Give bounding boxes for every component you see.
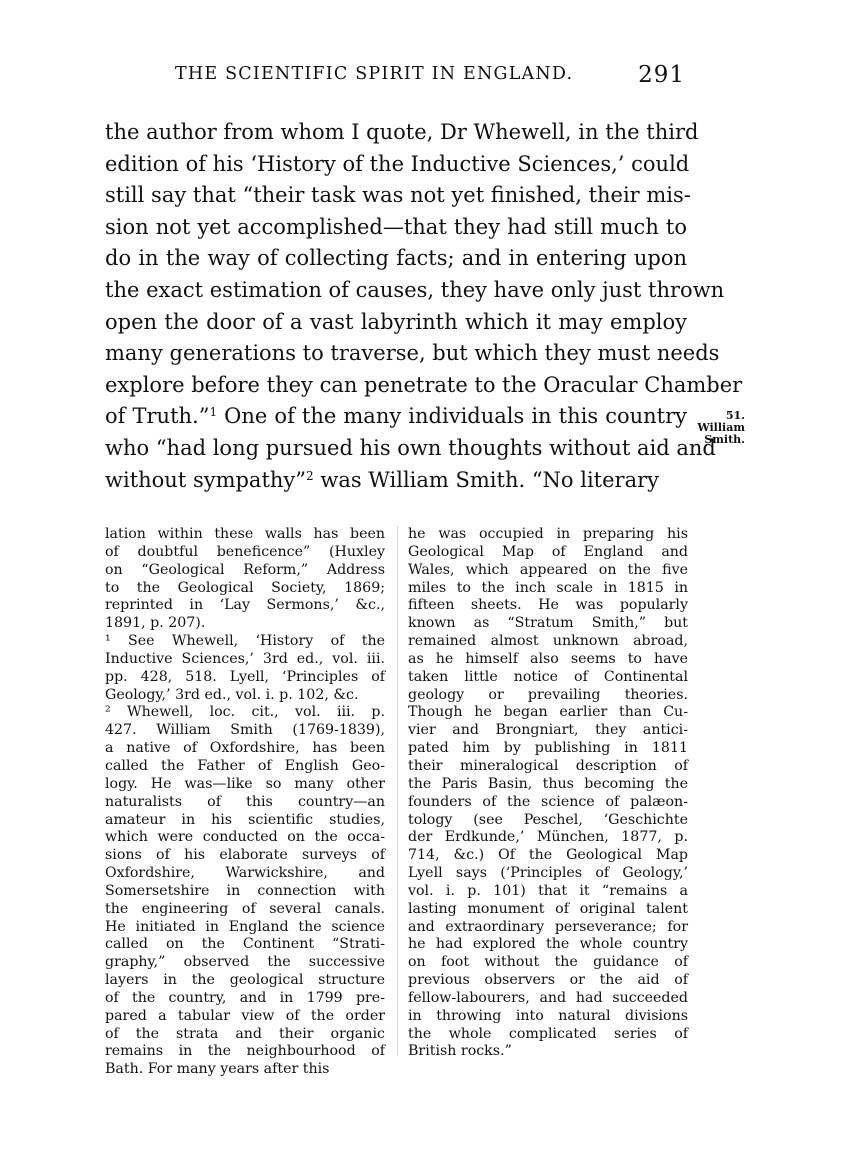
main-text-line: edition of his ‘History of the Inductive Sciences,’ could [105,151,690,176]
footnote-line: their mineralogical description of [408,757,688,774]
footnote-line: miles to the inch scale in 1815 in [408,579,688,596]
footnote-line: he had explored the whole country [408,936,688,953]
footnote-line: sions of his elaborate surveys of [105,847,385,864]
footnote-line: of the country, and in 1799 pre- [105,989,385,1006]
footnote-line: 427. William Smith (1769-1839), [105,722,385,739]
footnote-line: 714, &c.) Of the Geological Map [408,847,688,864]
footnote-line: taken little notice of Continental [408,668,688,685]
main-text-line: sion not yet accomplished—that they had still much to [105,214,687,239]
footnote-line: geology or prevailing theories. [408,686,688,703]
footnote-line: founders of the science of palæon- [408,793,688,810]
footnote-line: Bath. For many years after this [105,1061,330,1078]
footnote-line: fellow-labourers, and had succeeded [408,989,688,1006]
footnote-line: the engineering of several canals. [105,900,385,917]
main-text-line: many generations to traverse, but which they must needs [105,341,720,366]
footnote-line: remained almost unknown abroad, [408,633,688,650]
main-text-line: open the door of a vast labyrinth which it may employ [105,309,687,334]
footnote-line: on “Geological Reform,” Address [105,561,385,578]
footnote-line: as he himself also seems to have [408,650,688,667]
footnote-line: the whole complicated series of [408,1025,688,1042]
footnote-line: Wales, which appeared on the five [408,561,688,578]
footnote-line: Oxfordshire, Warwickshire, and [105,865,385,882]
footnote-line: which were conducted on the occa- [105,829,385,846]
margin-note-line: William [697,421,745,434]
footnote-line: a native of Oxfordshire, has been [105,740,385,757]
footnote-line: layers in the geological structure [105,972,385,989]
footnote-line: in throwing into natural divisions [408,1007,688,1024]
main-text-fragment: of Truth.” [105,404,210,429]
footnote-line: pated him by publishing in 1811 [408,740,688,757]
footnote-line: Though he began earlier than Cu- [408,704,688,721]
main-text-fragment: was William Smith. “No literary [313,467,660,492]
footnote-line: Inductive Sciences,’ 3rd ed., vol. iii. [105,650,385,667]
footnote-line: 1891, p. 207). [105,615,206,632]
main-text-line: still say that “their task was not yet finished, their mis- [105,183,691,208]
main-text-line [105,465,687,497]
footnote-line: he was occupied in preparing his [408,526,688,542]
main-text-line [105,401,687,433]
footnote-line: vier and Brongniart, they antici- [408,722,688,739]
footnote-ref-2[interactable]: 2 [306,468,314,483]
running-title: THE SCIENTIFIC SPIRIT IN ENGLAND. [175,64,574,84]
main-text-line: explore before they can penetrate to the Oracular Chamber [105,372,743,397]
footnote-line: Somersetshire in connection with [105,882,385,899]
footnote-line: graphy,” observed the successive [105,954,385,971]
footnote-line: previous observers or the aid of [408,972,688,989]
footnote-line: known as “Stratum Smith,” but [408,615,688,632]
footnote-line: amateur in his scientific studies, [105,811,385,828]
footnote-ref-1[interactable]: 1 [209,405,218,420]
main-text-line: do in the way of collecting facts; and in entering upon [105,246,687,271]
footnote-line: called on the Continent “Strati- [105,936,385,953]
footnote-line: lation within these walls has been [105,526,385,542]
footnote-line: Geology,’ 3rd ed., vol. i. p. 102, &c. [105,686,359,703]
footnote-line: vol. i. p. 101) that it “remains a [408,882,688,899]
margin-note [690,410,745,446]
footnote-line: of the strata and their organic [105,1025,385,1042]
footnote-line: der Erdkunde,’ München, 1877, p. [408,829,688,846]
footnote-line: logy. He was—like so many other [105,775,385,792]
margin-note-number: 51. [725,409,745,422]
footnote-line: of doubtful beneficence” (Huxley [105,543,385,560]
footnote-line: He initiated in England the science [105,918,385,935]
footnote-line: remains in the neighbourhood of [105,1043,385,1060]
footnote-line: British rocks.” [408,1043,512,1060]
footnote-line: ² Whewell, loc. cit., vol. iii. p. [105,704,385,721]
footnote-line: naturalists of this country—an [105,793,385,810]
main-text-fragment: One of the many individuals in this country [217,404,687,429]
footnotes-right-column [408,526,688,1061]
footnote-line: reprinted in ‘Lay Sermons,’ &c., [105,597,385,614]
footnote-line: tology (see Peschel, ‘Geschichte [408,811,688,828]
page-header [105,62,685,92]
footnote-line: the Paris Basin, thus becoming the [408,775,688,792]
footnote-line: on foot without the guidance of [408,954,688,971]
main-text-fragment: without sympathy” [105,467,307,492]
main-text-line: the author from whom I quote, Dr Whewell, in the third [105,120,699,144]
main-text-line: who “had long pursued his own thoughts without aid and [105,435,716,460]
footnote-line: and extraordinary perseverance; for [408,918,688,935]
footnote-line: Geological Map of England and [408,543,688,560]
footnote-line: fifteen sheets. He was popularly [408,597,688,614]
footnote-line: pared a tabular view of the order [105,1007,385,1024]
column-divider [397,526,398,1056]
footnote-line: called the Father of English Geo- [105,757,385,774]
footnote-line: lasting monument of original talent [408,900,688,917]
main-text-line: the exact estimation of causes, they have only just thrown [105,277,725,302]
footnotes-left-column [105,526,385,1079]
margin-note-line: Smith. [704,433,745,446]
page-number: 291 [638,62,685,88]
footnote-line: to the Geological Society, 1869; [105,579,385,596]
footnote-line: Lyell says (‘Principles of Geology,’ [408,865,688,882]
footnote-line: ¹ See Whewell, ‘History of the [105,633,385,650]
footnote-line: pp. 428, 518. Lyell, ‘Principles of [105,668,385,685]
